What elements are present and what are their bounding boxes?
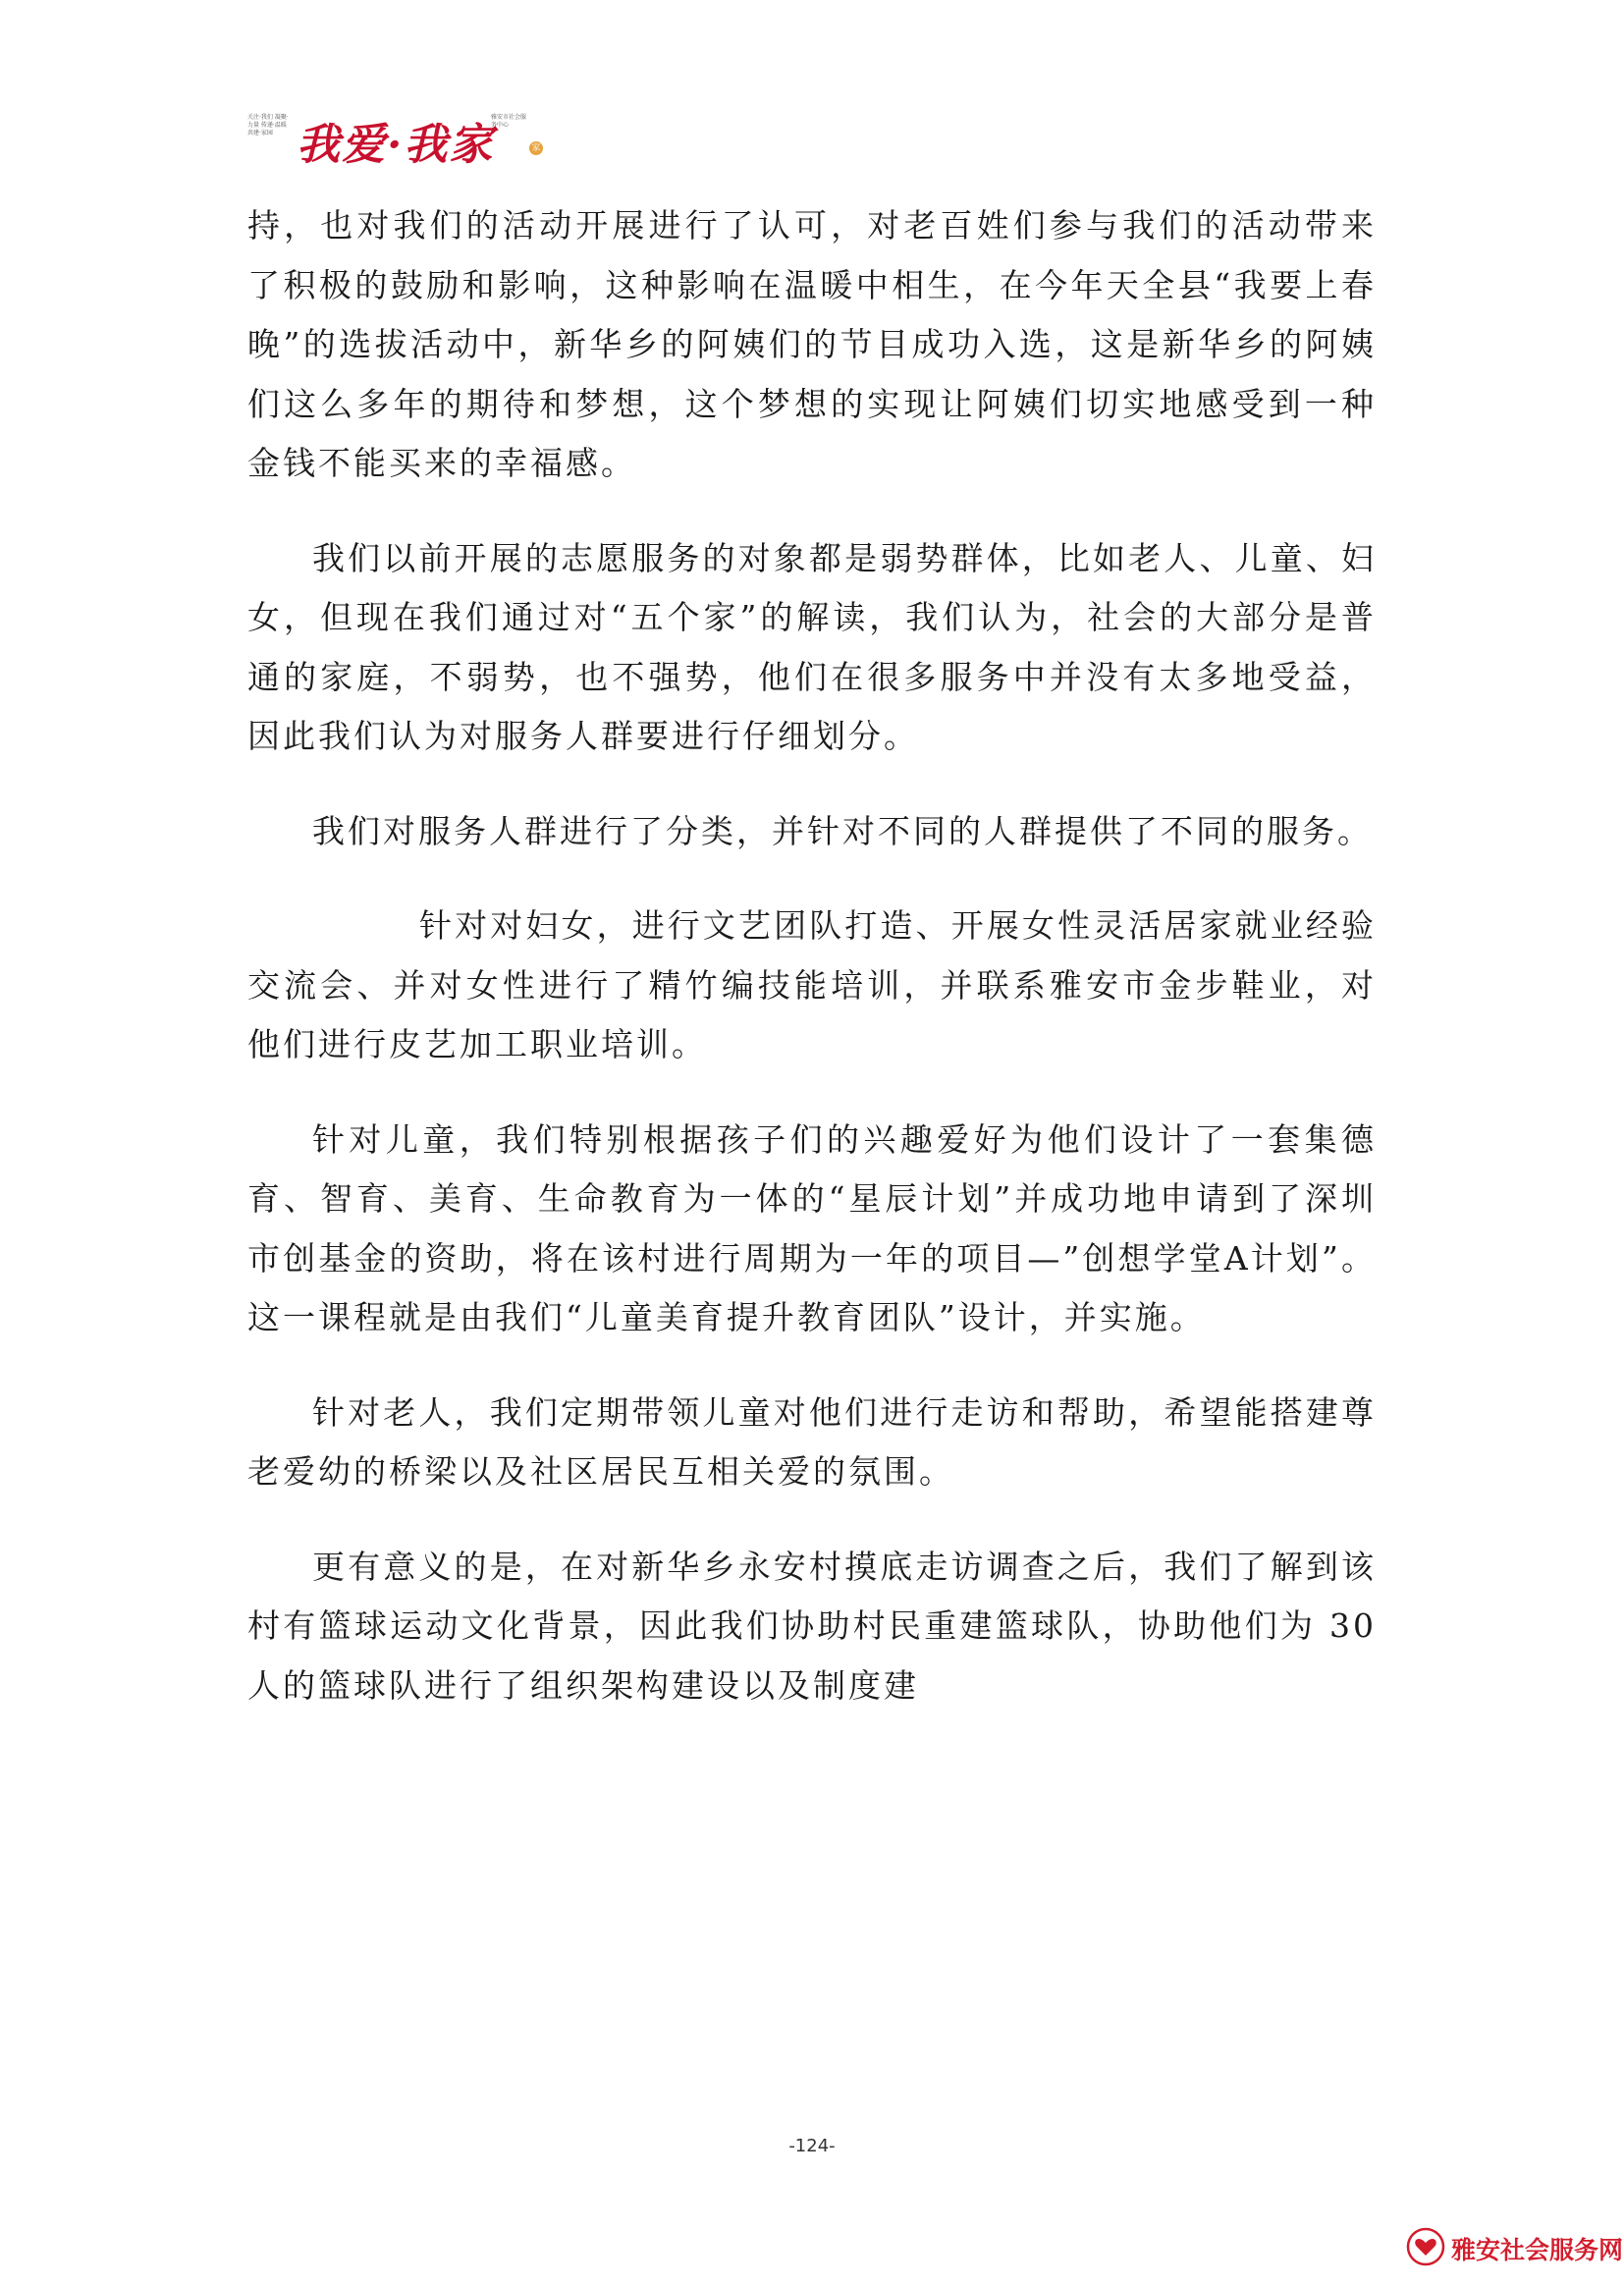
paragraph-2: 我们以前开展的志愿服务的对象都是弱势群体，比如老人、儿童、妇女，但现在我们通过对“五个家”的解读，我们认为，社会的大部分是普通的家庭，不弱势，也不强势，他们在很多服务中并没有太多地受益，因此我们认为对服务人群要进行仔细划分。 — [247, 538, 1377, 755]
paragraph-1: 持，也对我们的活动开展进行了认可，对老百姓们参与我们的活动带来了积极的鼓励和影响，这种影响在温暖中相生，在今年天全县“我要上春晚”的选拔活动中，新华乡的阿姨们的节目成功入选，这是新华乡的阿姨们这么多年的期待和梦想，这个梦想的实现让阿姨们切实地感受到一种金钱不能买来的幸福感。 — [247, 206, 1377, 482]
site-watermark — [1406, 2225, 1624, 2268]
paragraph-4: 针对对妇女，进行文艺团队打造、开展女性灵活居家就业经验交流会、并对女性进行了精竹编技能培训，并联系雅安市金步鞋业，对他们进行皮艺加工职业培训。 — [247, 906, 1377, 1063]
header-circle-icon: 家 — [529, 141, 543, 155]
paragraph-3: 我们对服务人群进行了分类，并针对不同的人群提供了不同的服务。 — [312, 811, 1373, 850]
paragraph-5: 针对儿童，我们特别根据孩子们的兴趣爱好为他们设计了一套集德育、智育、美育、生命教育为一体的“星辰计划”并成功地申请到了深圳市创基金的资助，将在该村进行周期为一年的项目—”创想学堂A计划”。这一课程就是由我们“儿童美育提升教育团队”设计，并实施。 — [247, 1119, 1377, 1336]
page-number: -124- — [788, 2136, 836, 2156]
page-header — [247, 110, 542, 179]
heart-icon — [1406, 2227, 1445, 2266]
header-motto: 关注·我们 凝聚·力量 传递·温暖 共建·家园 — [247, 114, 289, 136]
paragraph-6: 针对老人，我们定期带领儿童对他们进行走访和帮助，希望能搭建尊老爱幼的桥梁以及社区居民互相关爱的氛围。 — [247, 1392, 1377, 1491]
paragraph-7: 更有意义的是，在对新华乡永安村摸底走访调查之后，我们了解到该村有篮球运动文化背景，因此我们协助村民重建篮球队，协助他们为 30 人的篮球队进行了组织架构建设以及制度建 — [247, 1547, 1377, 1705]
document-body — [247, 196, 1377, 1751]
header-org-name: 雅安市社会服务中心 — [491, 114, 527, 129]
header-logo: 我爱·我家 — [297, 120, 495, 170]
watermark-text: 雅安社会服务网 — [1451, 2236, 1624, 2264]
